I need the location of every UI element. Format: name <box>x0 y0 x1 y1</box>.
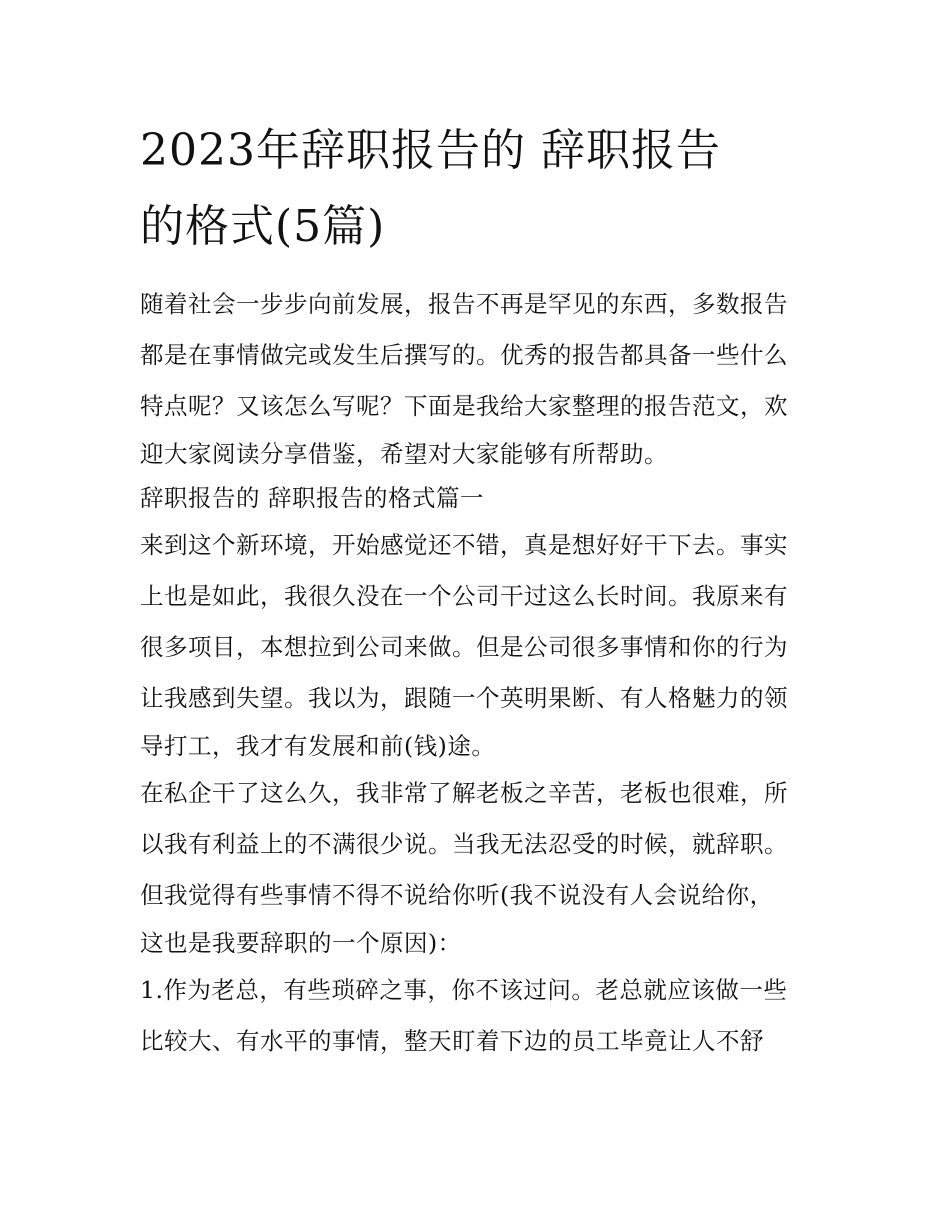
list-item-line: 比较大、有水平的事情，整天盯着下边的员工毕竟让人不舒 <box>140 1027 764 1055</box>
document-title <box>140 113 820 265</box>
paragraph-line: 来到这个新环境，开始感觉还不错，真是想好好干下去。事实 <box>140 531 788 559</box>
paragraph-line: 让我感到失望。我以为，跟随一个英明果断、有人格魅力的领 <box>140 684 788 712</box>
paragraph-line: 都是在事情做完或发生后撰写的。优秀的报告都具备一些什么 <box>140 341 788 369</box>
paragraph-line: 特点呢？又该怎么写呢？下面是我给大家整理的报告范文，欢 <box>140 392 788 420</box>
section-heading: 辞职报告的 辞职报告的格式篇一 <box>140 484 484 512</box>
paragraph-line: 但我觉得有些事情不得不说给你听(我不说没有人会说给你， <box>140 881 774 909</box>
title-line-2: 的格式(5篇) <box>140 201 386 252</box>
paragraph-line: 以我有利益上的不满很少说。当我无法忍受的时候，就辞职。 <box>140 830 788 858</box>
title-line-1: 2023年辞职报告的 辞职报告 <box>140 125 721 176</box>
paragraph-line: 上也是如此，我很久没在一个公司干过这么长时间。我原来有 <box>140 582 788 610</box>
paragraph-line: 导打工，我才有发展和前(钱)途。 <box>140 732 496 760</box>
paragraph-line: 很多项目，本想拉到公司来做。但是公司很多事情和你的行为 <box>140 633 788 661</box>
document-body <box>140 279 820 1067</box>
list-item-line: 1.作为老总，有些琐碎之事，你不该过问。老总就应该做一些 <box>140 976 788 1004</box>
paragraph-line: 在私企干了这么久，我非常了解老板之辛苦，老板也很难，所 <box>140 779 788 807</box>
paragraph-line: 这也是我要辞职的一个原因)： <box>140 929 462 957</box>
paragraph-line: 迎大家阅读分享借鉴，希望对大家能够有所帮助。 <box>140 440 668 468</box>
paragraph-line: 随着社会一步步向前发展，报告不再是罕见的东西，多数报告 <box>140 290 788 318</box>
